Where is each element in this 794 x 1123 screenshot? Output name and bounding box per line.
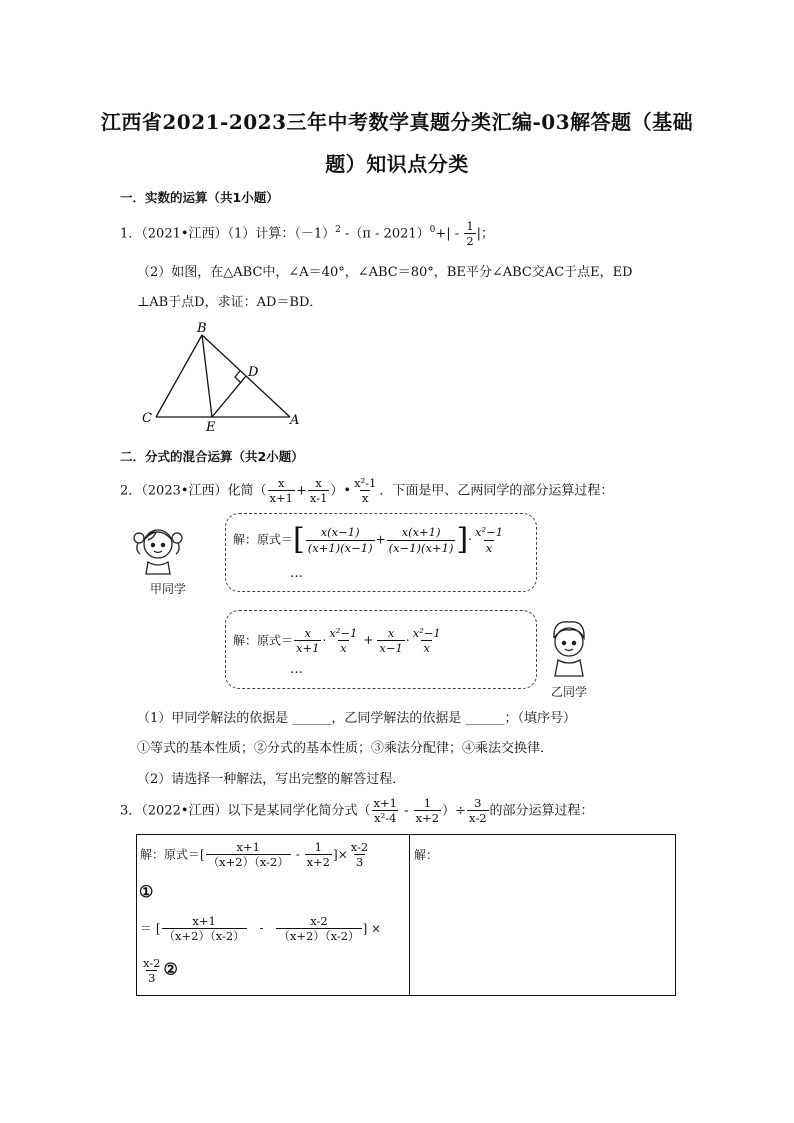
q3-left-minus: - bbox=[291, 847, 304, 862]
q2-frac-3: $\frac{\text{x²-1}}{x}$ bbox=[354, 476, 377, 506]
q3-left-minus2: - bbox=[255, 921, 268, 936]
q3-mark1: ① bbox=[139, 882, 154, 901]
q3-mark2: ② bbox=[163, 959, 178, 979]
q3-left-frac-c: $\frac{x-2}{3}$ bbox=[350, 840, 369, 870]
q1-line1 bbox=[120, 219, 494, 249]
triangle-figure bbox=[130, 318, 310, 434]
q2-number: 2． bbox=[120, 483, 142, 499]
yi-frac-d: $\frac{\text{x²−1}}{x}$ bbox=[412, 626, 441, 656]
label-c: C bbox=[142, 411, 152, 426]
yi-dot1: · bbox=[322, 633, 327, 648]
jia-dot: · bbox=[468, 532, 472, 547]
page-title-line1: 江西省2021-2023三年中考数学真题分类汇编-03解答题（基础 bbox=[100, 110, 694, 134]
yi-dot2: · bbox=[405, 633, 410, 648]
q3-left-frac-e: $\frac{x-2}{(x+2)(x-2)}$ bbox=[278, 914, 360, 944]
q1-exp0: 0 bbox=[429, 225, 436, 236]
q1-exp2: 2 bbox=[335, 225, 341, 236]
jia-solution-line bbox=[233, 522, 506, 557]
q3-right-label: 解： bbox=[414, 848, 439, 862]
label-b: B bbox=[197, 321, 207, 336]
q3-left-line1 bbox=[140, 840, 371, 870]
jia-frac-b: $\frac{x(x+1)}{(x-1)(x+1)}$ bbox=[388, 525, 454, 555]
q2-tail: ．下面是甲、乙两同学的部分运算过程： bbox=[379, 483, 614, 499]
label-a: A bbox=[290, 413, 300, 428]
q3-left-prefix2: ＝ [ bbox=[140, 921, 161, 936]
q1-minus-pi: -（π - 2021） bbox=[340, 226, 430, 242]
right-angle-mark bbox=[235, 371, 241, 383]
page-title-line2: 题）知识点分类 bbox=[325, 152, 469, 176]
q3-number: 3． bbox=[120, 803, 142, 819]
q3-left-frac-d: $\frac{x+1}{(x+2)(x-2)}$ bbox=[163, 914, 245, 944]
q3-frac-1: $\frac{x+1}{\text{x²-4}}$ bbox=[373, 796, 397, 826]
yi-ellipsis: … bbox=[290, 662, 303, 677]
q2-line1 bbox=[120, 476, 613, 506]
yi-label: 乙同学 bbox=[551, 685, 588, 699]
q1-abs-end: |； bbox=[476, 226, 495, 242]
girl-avatar-icon bbox=[130, 518, 186, 576]
q2-frac-2: $\frac{x}{x-1}$ bbox=[309, 476, 328, 506]
yi-frac-c: $\frac{x}{x-1}$ bbox=[379, 626, 403, 656]
side-cb bbox=[156, 335, 202, 417]
q3-table-divider bbox=[409, 834, 410, 995]
q1-abs-part: +| - bbox=[435, 226, 464, 242]
q3-frac-3: $\frac{3}{x-2}$ bbox=[469, 796, 487, 826]
q3-tail: 的部分运算过程： bbox=[489, 803, 594, 819]
q1-number: 1． bbox=[120, 226, 142, 242]
q3-source: （2022•江西）以下是某同学化简分式（ bbox=[141, 803, 371, 819]
jia-ellipsis: … bbox=[290, 566, 303, 581]
q1-half-fraction: $\frac{1}{2}$ bbox=[466, 219, 474, 249]
q2-source: （2023•江西）化简（ bbox=[141, 483, 267, 499]
q3-frac-2: $\frac{1}{x+2}$ bbox=[415, 796, 440, 826]
segment-be bbox=[202, 335, 212, 417]
yi-solution-line bbox=[233, 626, 444, 656]
jia-plus: + bbox=[375, 532, 386, 547]
q2-frac-1: $\frac{x}{x+1}$ bbox=[269, 476, 293, 506]
jia-right-bracket: ] bbox=[456, 522, 469, 557]
q1-part1-prefix: （1）计算：（－1） bbox=[227, 226, 336, 242]
q3-left-close-times2: ] × bbox=[362, 921, 382, 936]
q3-left-close-times: ]× bbox=[333, 847, 348, 862]
label-d: D bbox=[248, 365, 259, 380]
boy-avatar-icon bbox=[543, 614, 595, 678]
q3-left-frac-b: $\frac{1}{x+2}$ bbox=[306, 840, 331, 870]
q3-close-div: ）÷ bbox=[442, 803, 467, 819]
jia-prefix: 解：原式＝ bbox=[233, 532, 294, 547]
jia-left-bracket: [ bbox=[293, 522, 305, 557]
yi-frac-b: $\frac{\text{x²−1}}{x}$ bbox=[329, 626, 358, 656]
q3-minus: - bbox=[400, 803, 413, 819]
q1-source: （2021•江西） bbox=[141, 226, 228, 242]
q2-sub1: （1）甲同学解法的依据是 ______，乙同学解法的依据是 ______；（填序号） bbox=[137, 711, 577, 726]
q2-plus: + bbox=[296, 483, 307, 499]
yi-frac-a: $\frac{x}{x+1}$ bbox=[296, 626, 320, 656]
q2-sub2: （2）请选择一种解法，写出完整的解答过程． bbox=[137, 772, 406, 787]
jia-frac-c: $\frac{\text{x²−1}}{x}$ bbox=[475, 525, 504, 555]
q3-left-frac-a: $\frac{x+1}{(x+2)(x-2)}$ bbox=[207, 840, 289, 870]
label-e: E bbox=[206, 420, 216, 434]
q3-line1 bbox=[120, 796, 594, 826]
section1-heading: 一．实数的运算（共1小题） bbox=[120, 190, 279, 205]
q3-left-prefix: 解：原式＝[ bbox=[140, 847, 205, 862]
q3-left-frac-f: $\frac{x-2}{3}$ bbox=[143, 956, 161, 986]
yi-prefix: 解：原式＝ bbox=[233, 633, 294, 648]
q1-part2-line1: （2）如图，在△ABC中，∠A＝40°，∠ABC＝80°，BE平分∠ABC交AC于点E，ED bbox=[137, 265, 633, 280]
jia-label: 甲同学 bbox=[150, 582, 187, 596]
q1-part2-line2: ⊥AB于点D，求证：AD＝BD． bbox=[137, 295, 323, 310]
yi-plus: + bbox=[363, 633, 374, 648]
q2-options: ①等式的基本性质；②分式的基本性质；③乘法分配律；④乘法交换律． bbox=[137, 741, 554, 756]
q2-close-dot: ）• bbox=[330, 483, 352, 499]
q3-left-line2 bbox=[140, 914, 381, 944]
jia-frac-a: $\frac{x(x-1)}{(x+1)(x-1)}$ bbox=[307, 525, 373, 555]
q3-left-line3 bbox=[140, 956, 178, 986]
section2-heading: 二．分式的混合运算（共2小题） bbox=[120, 449, 304, 464]
